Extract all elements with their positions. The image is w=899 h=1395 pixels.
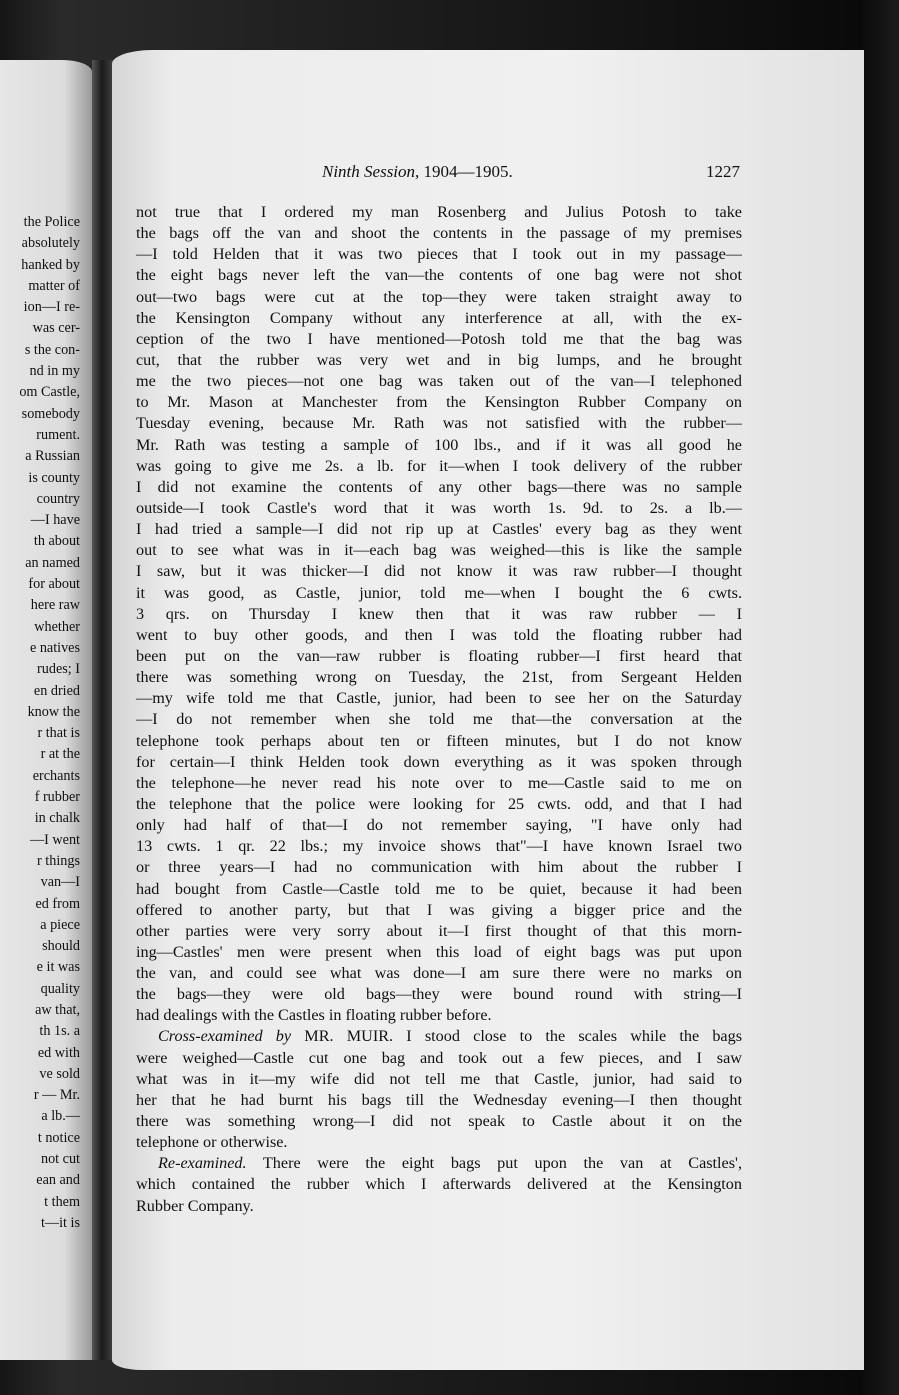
left-page-fragment: ion—I re- <box>23 299 80 316</box>
left-page-fragment: is county <box>28 469 80 486</box>
text-line: —my wife told me that Castle, junior, had been to see her on the Saturday <box>136 689 742 708</box>
text-line: Rubber Company. <box>136 1196 254 1215</box>
text-line: the telephone—he never read his note over to me—Castle said to me on <box>136 773 742 792</box>
left-page-fragment: hanked by <box>21 256 80 273</box>
text-line: the Kensington Company without any interference at all, with the ex- <box>136 308 742 327</box>
left-page-fragment: —I have <box>30 512 80 529</box>
text-line: not true that I ordered my man Rosenberg and Julius Potosh to take <box>136 203 742 221</box>
re-examination-label: Re-examined. <box>158 1154 247 1173</box>
left-page-fragment: was cer- <box>32 320 80 337</box>
text-line: the bags—they were old bags—they were bound round with string—I <box>136 985 742 1004</box>
text-line: been put on the van—raw rubber is floating rubber—I first heard that <box>136 646 742 665</box>
left-page-fragment: rudes; I <box>37 661 80 678</box>
left-page-fragment: country <box>36 490 80 507</box>
left-page-fragment: nd in my <box>29 363 80 380</box>
text-line: was going to give me 2s. a lb. for it—when I took delivery of the rubber <box>136 456 742 475</box>
text-line: other parties were very sorry about it—I first thought of that this morn- <box>136 921 742 940</box>
text-line: ing—Castles' men were present when this load of eight bags was put upon <box>136 942 742 961</box>
text-line: —I do not remember when she told me that—the conversation at the <box>136 710 742 729</box>
left-page-fragment: th about <box>33 533 80 550</box>
left-page-fragment: somebody <box>21 405 80 422</box>
text-line: there was something wrong—I did not speak to Castle about it on the <box>136 1112 742 1131</box>
text-line: I had tried a sample—I did not rip up at Castles' every bag as they went <box>136 520 742 539</box>
left-page-fragment: om Castle, <box>19 384 80 401</box>
testimony-paragraph <box>136 202 742 1026</box>
left-page-fragment: ve sold <box>39 1065 80 1082</box>
cross-examiner: MR. MUIR. <box>304 1027 394 1046</box>
left-page-fragment: r — Mr. <box>33 1087 80 1104</box>
left-page-fragment: whether <box>34 618 80 635</box>
left-page-fragment: quality <box>40 980 80 997</box>
text-line: only had half of that—I do not remember saying, "I have only had <box>136 816 742 835</box>
left-page-fragment: r at the <box>40 746 80 763</box>
re-examination-paragraph <box>136 1174 742 1216</box>
left-page-fragment: erchants <box>32 767 80 784</box>
left-page-fragment: ean and <box>36 1172 80 1189</box>
left-page-fragment: rument. <box>36 426 80 443</box>
text-line: out—two bags were cut at the top—they were taken straight away to <box>136 287 742 306</box>
text-line: or three years—I had no communication with him about the rubber I <box>136 858 742 877</box>
left-page-fragment: t them <box>44 1193 80 1210</box>
left-page-fragment: t notice <box>37 1129 80 1146</box>
left-page-fragment: absolutely <box>21 235 80 252</box>
left-page-fragment: a lb.— <box>41 1108 80 1125</box>
cross-examination-line: I stood close to the scales while the bags <box>406 1027 743 1046</box>
text-line: for certain—I think Helden took down everything as it was spoken through <box>136 752 742 771</box>
text-line: were weighed—Castle cut one bag and took out a few pieces, and I saw <box>136 1048 742 1067</box>
text-line: went to buy other goods, and then I was told the floating rubber had <box>136 625 742 644</box>
body-text <box>136 202 742 1217</box>
left-page-fragment: —I went <box>29 831 80 848</box>
left-page-fragment: e it was <box>36 959 80 976</box>
text-line: telephone or otherwise. <box>136 1133 288 1152</box>
re-examination-line: There were the eight bags put upon the van at Castles', <box>262 1154 742 1173</box>
left-page-fragment: know the <box>27 703 80 720</box>
text-line: I did not examine the contents of any other bags—there was no sample <box>136 477 742 496</box>
text-line: the bags off the van and shoot the contents in the passage of my premises <box>136 224 742 243</box>
left-page-fragment: matter of <box>28 277 80 294</box>
left-page-fragment: t—it is <box>40 1214 80 1231</box>
left-page-fragment: r things <box>37 852 80 869</box>
text-line: offered to another party, but that I was giving a bigger price and the <box>136 900 742 919</box>
left-page-fragment: here raw <box>30 597 80 614</box>
left-page-fragment: f rubber <box>34 789 80 806</box>
text-line: the eight bags never left the van—the contents of one bag were not shot <box>136 266 742 285</box>
left-page <box>0 60 92 1360</box>
cross-examination-paragraph <box>136 1048 742 1154</box>
text-line: Mr. Rath was testing a sample of 100 lbs., and if it was all good he <box>136 435 742 454</box>
left-page-fragment: the Police <box>23 214 80 230</box>
left-page-fragment: th 1s. a <box>39 1023 80 1040</box>
left-page-fragment: aw that, <box>35 1001 80 1018</box>
left-page-fragment: in chalk <box>34 810 80 827</box>
session-title: Ninth Session, <box>322 162 420 181</box>
text-line: there was something wrong on Tuesday, the 21st, from Sergeant Helden <box>136 668 742 687</box>
text-line: 13 cwts. 1 qr. 22 lbs.; my invoice shows that"—I have known Israel two <box>136 837 742 856</box>
text-line: Tuesday evening, because Mr. Rath was not satisfied with the rubber— <box>136 414 742 433</box>
text-line: —I told Helden that it was two pieces that I took out in my passage— <box>136 245 742 264</box>
session-years: 1904—1905. <box>423 162 513 181</box>
left-page-fragment: should <box>42 938 80 955</box>
text-line: what was in it—my wife did not tell me that Castle, junior, had said to <box>136 1069 742 1088</box>
cross-examination-label: Cross-examined by <box>158 1027 292 1046</box>
running-title <box>322 162 513 182</box>
left-page-fragment: ed from <box>35 895 80 912</box>
left-page-fragment: ed with <box>37 1044 80 1061</box>
text-line: I saw, but it was thicker—I did not know it was raw rubber—I thought <box>136 562 742 581</box>
text-line: had bought from Castle—Castle told me to be quiet, because it had been <box>136 879 742 898</box>
text-line: had dealings with the Castles in floating rubber before. <box>136 1006 492 1025</box>
page-number: 1227 <box>706 162 740 181</box>
left-page-fragment: r that is <box>37 725 80 742</box>
left-page-fragment: e natives <box>29 639 80 656</box>
text-line: cut, that the rubber was very wet and in big lumps, and he brought <box>136 350 742 369</box>
text-line: me the two pieces—not one bag was taken out of the van—I telephoned <box>136 372 742 391</box>
left-page-fragment: van—I <box>40 874 80 891</box>
left-page-fragment: a piece <box>40 916 80 933</box>
text-line: telephone took perhaps about ten or fifteen minutes, but I do not know <box>136 731 742 750</box>
left-page-fragment: for about <box>28 576 80 593</box>
left-page-text <box>19 212 80 1234</box>
left-page-fragment: s the con- <box>24 341 80 358</box>
left-page-fragment: not cut <box>40 1151 80 1168</box>
running-header <box>112 162 864 186</box>
text-line: the telephone that the police were looking for 25 cwts. odd, and that I had <box>136 794 742 813</box>
re-examination-first-line <box>136 1153 742 1174</box>
text-line: it was good, as Castle, junior, told me—when I bought the 6 cwts. <box>136 583 742 602</box>
book-gutter <box>92 60 114 1360</box>
left-page-fragment: an named <box>25 554 80 571</box>
text-line: her that he had burnt his bags till the Wednesday evening—I then thought <box>136 1090 742 1109</box>
text-line: to Mr. Mason at Manchester from the Kensington Rubber Company on <box>136 393 742 412</box>
left-page-fragment: a Russian <box>25 448 80 465</box>
text-line: the van, and could see what was done—I am sure there were no marks on <box>136 964 742 983</box>
cross-examination-first-line <box>136 1026 742 1047</box>
left-page-fragment: en dried <box>33 682 80 699</box>
text-line: ception of the two I have mentioned—Potosh told me that the bag was <box>136 329 742 348</box>
text-line: which contained the rubber which I afterwards delivered at the Kensington <box>136 1175 742 1194</box>
text-line: outside—I took Castle's word that it was worth 1s. 9d. to 2s. a lb.— <box>136 498 742 517</box>
text-line: 3 qrs. on Thursday I knew then that it was raw rubber — I <box>136 604 742 623</box>
text-line: out to see what was in it—each bag was weighed—this is like the sample <box>136 541 742 560</box>
